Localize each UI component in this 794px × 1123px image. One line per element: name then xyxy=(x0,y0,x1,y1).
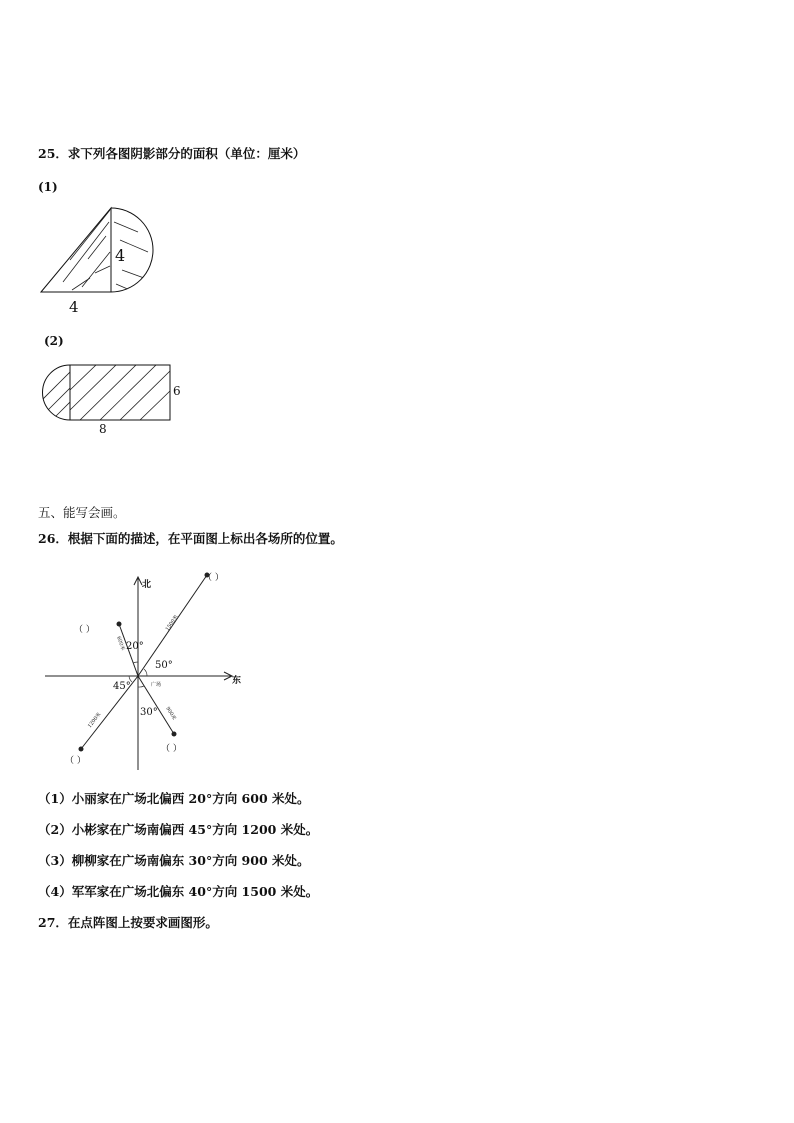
q25-fig1-tag: (1) xyxy=(38,180,58,194)
distance-1200-label: 1200米 xyxy=(86,711,103,730)
arc-30 xyxy=(138,686,144,687)
q25-title: 25．求下列各图阴影部分的面积（单位：厘米） xyxy=(38,146,306,161)
point-south-east xyxy=(172,732,177,737)
section5-title: 五、能写会画。 xyxy=(38,505,126,520)
angle-45-label: 45° xyxy=(113,681,131,692)
q25-figure-2 xyxy=(36,360,186,440)
distance-600-label: 600米 xyxy=(115,635,126,652)
distance-900-label: 900米 xyxy=(164,705,178,722)
fig1-side-label: 4 xyxy=(115,246,126,265)
blank-north-east: （ ） xyxy=(203,573,224,583)
fig1-base-label: 4 xyxy=(69,298,79,316)
triangle-outline xyxy=(41,208,111,292)
distance-1500-label: 1500米 xyxy=(164,614,180,633)
rect-hatching xyxy=(70,365,170,420)
point-north-west xyxy=(117,622,122,627)
blank-north-west: （ ） xyxy=(74,625,95,635)
q26-direction-diagram xyxy=(40,565,260,775)
point-south-west xyxy=(79,747,84,752)
q26-item-1: （1）小丽家在广场北偏西 20°方向 600 米处。 xyxy=(38,791,310,806)
q26-title: 26．根据下面的描述，在平面图上标出各场所的位置。 xyxy=(38,531,343,546)
arc-50 xyxy=(144,669,147,676)
blank-south-west: （ ） xyxy=(65,756,86,766)
rect-outline xyxy=(70,365,170,420)
triangle-hatching xyxy=(63,210,110,290)
angle-30-label: 30° xyxy=(140,707,158,718)
blank-south-east: （ ） xyxy=(161,744,182,754)
q26-item-3: （3）柳柳家在广场南偏东 30°方向 900 米处。 xyxy=(38,853,310,868)
arc-20 xyxy=(133,662,138,663)
angle-20-label: 20° xyxy=(126,641,144,652)
q25-fig2-tag: (2) xyxy=(44,334,64,348)
q26-item-2: （2）小彬家在广场南偏西 45°方向 1200 米处。 xyxy=(38,822,319,837)
fig2-height-label: 6 xyxy=(173,384,181,398)
q27-title: 27．在点阵图上按要求画图形。 xyxy=(38,915,218,930)
q25-figure-1 xyxy=(30,200,170,320)
angle-50-label: 50° xyxy=(155,660,173,671)
q26-item-4: （4）军军家在广场北偏东 40°方向 1500 米处。 xyxy=(38,884,319,899)
east-label: 东 xyxy=(232,676,242,686)
fig2-width-label: 8 xyxy=(99,422,107,436)
center-label: 广场 xyxy=(151,682,162,688)
north-label: 北 xyxy=(142,580,152,590)
